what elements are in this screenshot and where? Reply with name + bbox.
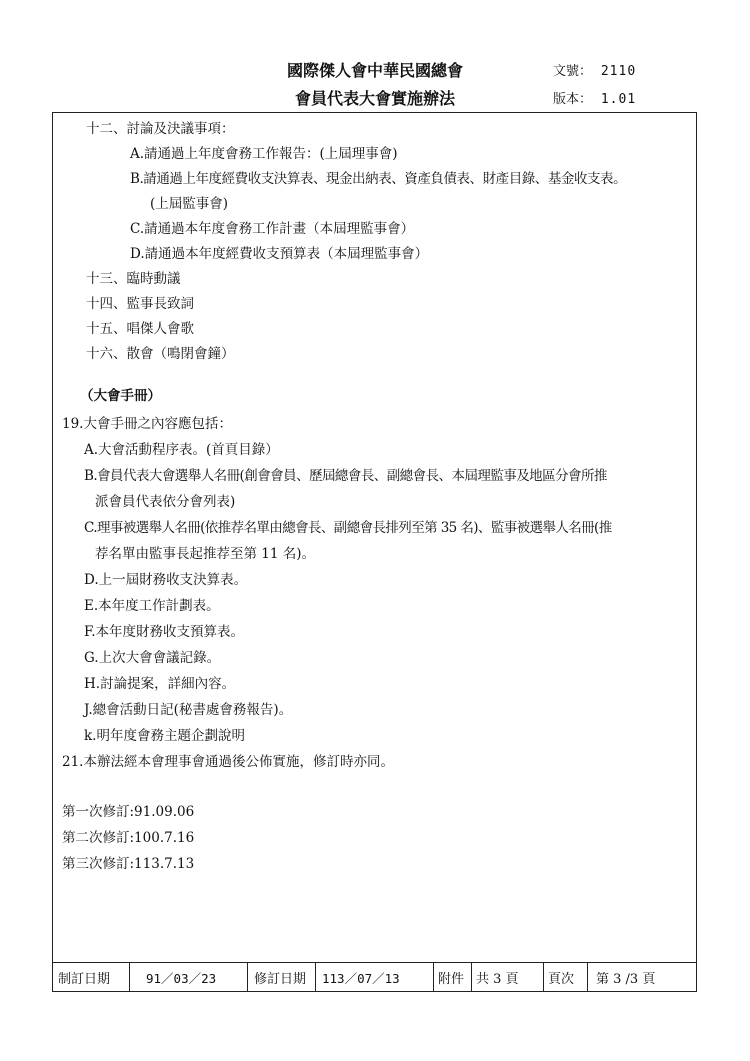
item-12-b: B.請通過上年度經費收支決算表、現金出納表、資產負債表、財產目錄、基金收支表。 <box>130 171 627 187</box>
item-12-a: A.請通過上年度會務工作報告：(上屆理事會) <box>130 146 398 162</box>
clause-19-k: k.明年度會務主題企劃說明 <box>84 728 245 744</box>
revision-3: 第三次修訂:113.7.13 <box>62 856 195 872</box>
clause-21: 21.本辦法經本會理事會通過後公佈實施，修訂時亦同。 <box>62 754 394 770</box>
doc-number-value: 2110 <box>600 64 637 79</box>
created-date-label: 制訂日期 <box>52 963 130 992</box>
section-heading: （大會手冊） <box>80 388 161 404</box>
clause-19-c: C.理事被選舉人名冊(依推荐名單由總會長、副總會長排列至第 35 名)、監事被選舉人名冊(推 <box>84 520 612 536</box>
version <box>553 88 636 107</box>
clause-19-f: F.本年度財務收支預算表。 <box>84 624 245 640</box>
clause-19-a: A.大會活動程序表。(首頁目錄） <box>84 442 279 458</box>
version-value: 1.01 <box>600 92 637 107</box>
item-16: 十六、散會（鳴閉會鐘） <box>86 346 235 362</box>
clause-19-j: J.總會活動日記(秘書處會務報告)。 <box>84 702 293 718</box>
attachment-value: 共 3 頁 <box>472 963 544 992</box>
document-title-line1: 國際傑人會中華民國總會 <box>286 61 463 80</box>
doc-number-label: 文號： <box>553 64 593 79</box>
clause-19-d: D.上一屆財務收支決算表。 <box>84 572 248 588</box>
page-value: 第 3 /3 頁 <box>596 972 656 987</box>
version-label: 版本： <box>553 92 593 107</box>
footer-table <box>52 962 697 992</box>
clause-19-b-cont: 派會員代表依分會列表) <box>95 494 236 510</box>
item-12: 十二、討論及決議事項： <box>86 121 235 137</box>
revision-1: 第一次修訂:91.09.06 <box>62 804 195 820</box>
clause-19: 19.大會手冊之內容應包括： <box>62 416 232 432</box>
attachment-label: 附件 <box>434 963 472 992</box>
revised-date-label: 修訂日期 <box>248 963 316 992</box>
item-15: 十五、唱傑人會歌 <box>86 321 194 337</box>
created-date-value: 91／03／23 <box>130 963 248 992</box>
revised-date-value: 113／07／13 <box>316 963 434 992</box>
clause-19-b: B.會員代表大會選舉人名冊(創會會員、歷屆總會長、副總會長、本屆理監事及地區分會所推 <box>84 468 607 484</box>
document-title-line2: 會員代表大會實施辦法 <box>294 89 455 108</box>
revision-2: 第二次修訂:100.7.16 <box>62 830 195 846</box>
clause-19-h: H.討論提案，詳細內容。 <box>84 676 236 692</box>
item-12-c: C.請通過本年度會務工作計畫（本屆理監事會） <box>130 221 415 237</box>
item-12-d: D.請通過本年度經費收支預算表（本屆理監事會） <box>130 246 429 262</box>
clause-19-e: E.本年度工作計劃表。 <box>84 598 220 614</box>
clause-19-c-cont: 荐名單由監事長起推荐至第 11 名)。 <box>95 546 316 562</box>
item-13: 十三、臨時動議 <box>86 271 181 287</box>
clause-19-g: G.上次大會會議記錄。 <box>84 650 221 666</box>
doc-number <box>553 60 636 79</box>
item-12-b-cont: (上屆監事會) <box>150 196 229 212</box>
item-14: 十四、監事長致詞 <box>86 296 194 312</box>
page-label: 頁次 <box>544 963 588 992</box>
